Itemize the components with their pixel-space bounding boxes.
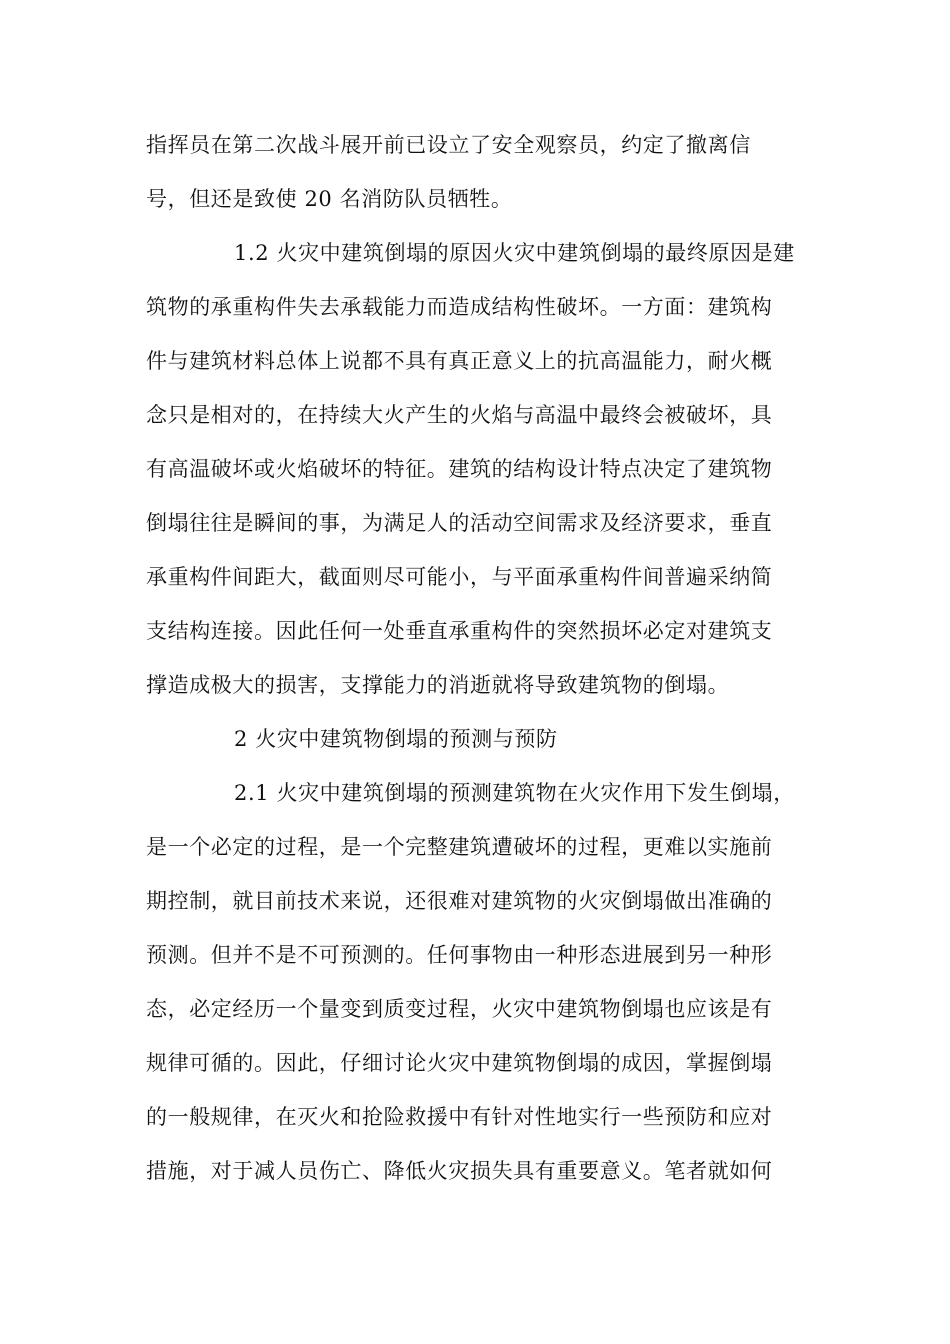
text-line: 预测。但并不是不可预测的。任何事物由一种形态进展到另一种形	[146, 943, 773, 967]
section-heading-2: 2 火灾中建筑物倒塌的预测与预防	[234, 727, 558, 751]
section-heading-2-1: 2.1 火灾中建筑倒塌的预测建筑物在火灾作用下发生倒塌，	[234, 781, 795, 805]
section-heading-1-2: 1.2 火灾中建筑倒塌的原因火灾中建筑倒塌的最终原因是建	[234, 241, 795, 265]
text-line: 念只是相对的，在持续大火产生的火焰与高温中最终会被破坏，具	[146, 403, 773, 427]
text-line: 支结构连接。因此任何一处垂直承重构件的突然损坏必定对建筑支	[146, 619, 773, 643]
text-line: 是一个必定的过程，是一个完整建筑遭破坏的过程，更难以实施前	[146, 835, 773, 859]
text-line: 撑造成极大的损害，支撑能力的消逝就将导致建筑物的倒塌。	[146, 673, 730, 697]
text-line: 倒塌往往是瞬间的事，为满足人的活动空间需求及经济要求，垂直	[146, 511, 773, 535]
text-line: 规律可循的。因此，仔细讨论火灾中建筑物倒塌的成因，掌握倒塌	[146, 1051, 773, 1075]
text-line: 期控制，就目前技术来说，还很难对建筑物的火灾倒塌做出准确的	[146, 889, 773, 913]
text-line: 态，必定经历一个量变到质变过程，火灾中建筑物倒塌也应该是有	[146, 997, 773, 1021]
text-line: 承重构件间距大，截面则尽可能小，与平面承重构件间普遍采纳简	[146, 565, 773, 589]
text-line: 筑物的承重构件失去承载能力而造成结构性破坏。一方面：建筑构	[146, 295, 773, 319]
text-line: 指挥员在第二次战斗展开前已设立了安全观察员，约定了撤离信	[146, 133, 751, 157]
text-line: 号，但还是致使 20 名消防队员牺牲。	[146, 187, 513, 211]
text-line: 件与建筑材料总体上说都不具有真正意义上的抗高温能力，耐火概	[146, 349, 773, 373]
text-line: 有高温破坏或火焰破坏的特征。建筑的结构设计特点决定了建筑物	[146, 457, 773, 481]
text-line: 的一般规律，在灭火和抢险救援中有针对性地实行一些预防和应对	[146, 1105, 773, 1129]
body-text	[146, 118, 806, 1198]
text-line: 措施，对于减人员伤亡、降低火灾损失具有重要意义。笔者就如何	[146, 1159, 773, 1183]
